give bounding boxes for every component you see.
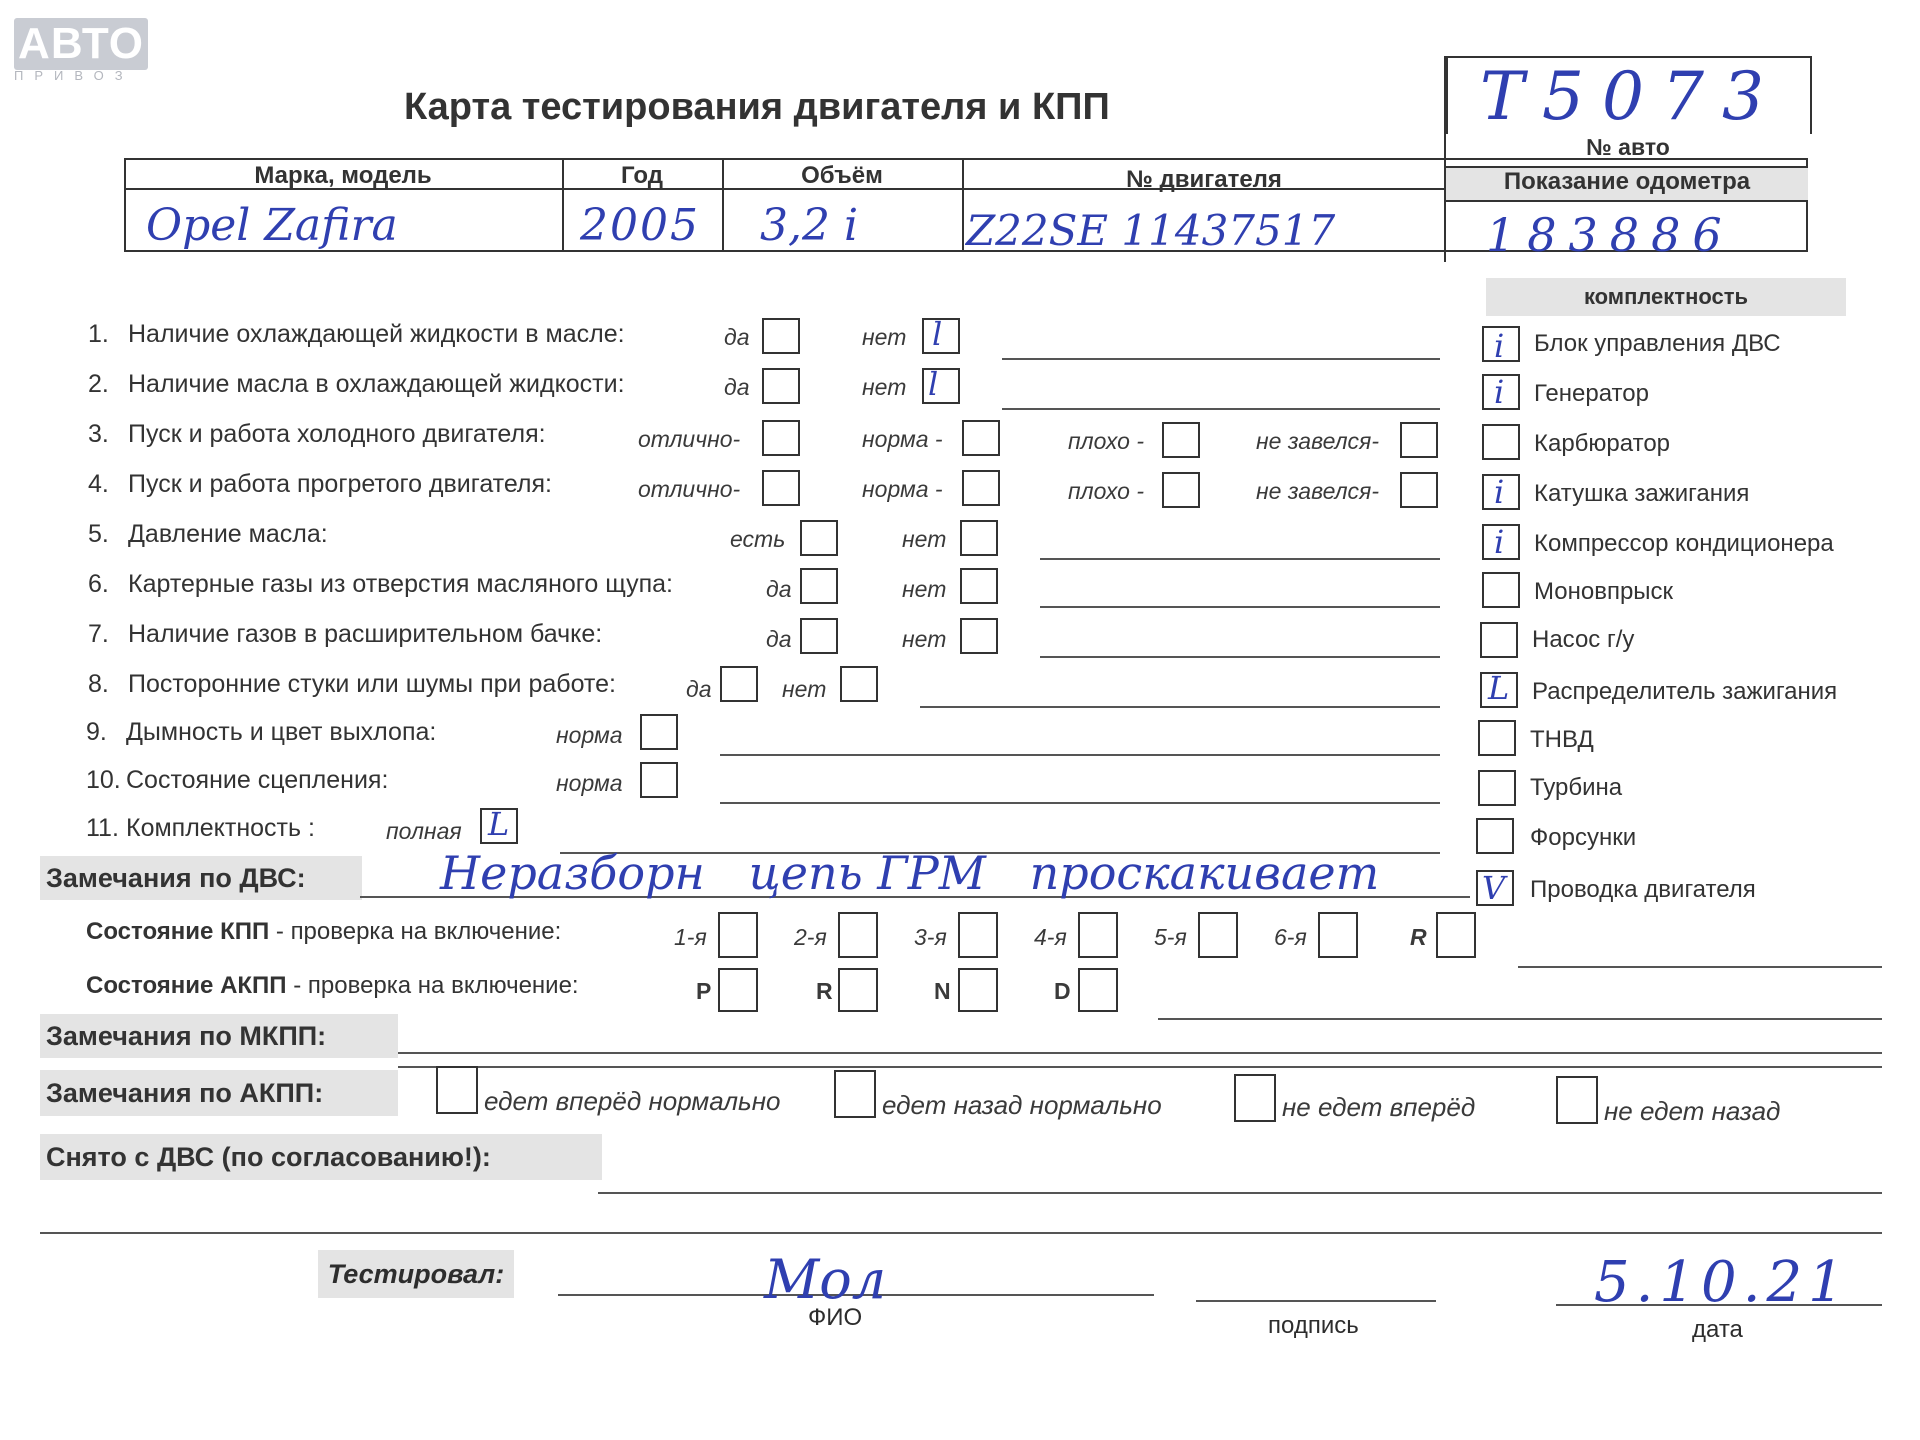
question-text: Дымность и цвет выхлопа: (126, 718, 437, 746)
question-text: Состояние сцепления: (126, 766, 389, 794)
completeness-item: Насос г/у (1532, 626, 1635, 653)
tested-label: Тестировал: (318, 1250, 514, 1298)
checkbox-present[interactable] (800, 520, 838, 556)
checkbox-normal[interactable] (962, 470, 1000, 506)
checkbox-no-forward[interactable] (1234, 1074, 1276, 1122)
engine-no-label: № двигателя (1126, 166, 1282, 193)
checkbox-normal[interactable] (962, 420, 1000, 456)
gear-n-checkbox[interactable] (958, 968, 998, 1012)
brand-value: Opel Zafira (146, 200, 398, 251)
checkbox-no[interactable] (960, 618, 998, 654)
checkbox-bad[interactable] (1162, 472, 1200, 508)
question-text: Комплектность : (126, 814, 315, 842)
checkbox-absent[interactable] (960, 520, 998, 556)
question-text: Давление масла: (128, 520, 328, 548)
question-text: Пуск и работа прогретого двигателя: (128, 470, 552, 498)
gear-r-auto-checkbox[interactable] (838, 968, 878, 1012)
checkbox-bad[interactable] (1162, 422, 1200, 458)
checkbox-yes[interactable] (720, 666, 758, 702)
gear-4-checkbox[interactable] (1078, 912, 1118, 958)
completeness-item: Компрессор кондиционера (1534, 530, 1834, 557)
completeness-item: Турбина (1530, 774, 1623, 801)
checkbox-normal[interactable] (640, 714, 678, 750)
odometer-label: Показание одометра (1503, 168, 1751, 195)
question-text: Наличие масла в охлаждающей жидкости: (128, 370, 625, 398)
logo-subtitle: ПРИВОЗ (14, 68, 134, 83)
completeness-item: Форсунки (1530, 824, 1637, 851)
volume-value: 3,2 i (760, 200, 859, 251)
checkbox-excellent[interactable] (762, 420, 800, 456)
volume-label: Объём (801, 162, 883, 189)
checkbox-excellent[interactable] (762, 470, 800, 506)
signature-label: подпись (1268, 1312, 1359, 1339)
checkmark: L (488, 805, 510, 843)
checkmark: l (932, 315, 943, 353)
checkbox-mono-injection[interactable] (1482, 572, 1520, 608)
checkbox-yes[interactable] (800, 618, 838, 654)
date-label: дата (1692, 1316, 1743, 1343)
tested-signature: Мол (764, 1248, 887, 1311)
checkbox-no-backward[interactable] (1556, 1076, 1598, 1124)
gear-6-checkbox[interactable] (1318, 912, 1358, 958)
remarks-dvs-label: Замечания по ДВС: (40, 856, 362, 900)
checkmark: l (928, 365, 939, 403)
logo: АВТО (14, 18, 148, 70)
gear-p-checkbox[interactable] (718, 968, 758, 1012)
completeness-item: Блок управления ДВС (1534, 330, 1781, 357)
odometer-value: 183886 (1486, 208, 1734, 262)
mkpp-check-label: Состояние КПП - проверка на включение: (86, 918, 562, 945)
completeness-item: Катушка зажигания (1534, 480, 1750, 507)
date-value: 5.10.21 (1594, 1250, 1850, 1315)
checkbox-forward-ok[interactable] (436, 1066, 478, 1114)
checkbox-no-start[interactable] (1400, 472, 1438, 508)
page-title: Карта тестирования двигателя и КПП (404, 86, 1110, 128)
completeness-item: Распределитель зажигания (1532, 678, 1838, 705)
checkbox-no-start[interactable] (1400, 422, 1438, 458)
question-text: Картерные газы из отверстия масляного щупа: (128, 570, 673, 598)
checkbox-carburetor[interactable] (1482, 424, 1520, 460)
checkbox-yes[interactable] (762, 368, 800, 404)
brand-label: Марка, модель (254, 162, 432, 189)
question-text: Наличие газов в расширительном бачке: (128, 620, 603, 648)
checkbox-injection-pump[interactable] (1478, 720, 1516, 756)
remarks-dvs-value: Неразборн цепь ГРМ проскакивает (440, 846, 1380, 900)
removed-label: Снято с ДВС (по согласованию!): (40, 1134, 602, 1180)
fio-label: ФИО (808, 1304, 863, 1331)
akpp-check-label: Состояние АКПП - проверка на включение: (86, 972, 579, 999)
gear-3-checkbox[interactable] (958, 912, 998, 958)
remarks-mkpp-label: Замечания по МКПП: (40, 1014, 398, 1058)
car-number-value: T5073 (1480, 58, 1782, 135)
checkbox-normal[interactable] (640, 762, 678, 798)
completeness-item: Моновпрыск (1534, 578, 1674, 605)
checkbox-no[interactable] (840, 666, 878, 702)
engine-no-value: Z22SE 11437517 (966, 206, 1336, 255)
checkbox-power-steering-pump[interactable] (1480, 622, 1518, 658)
completeness-title: комплектность (1486, 278, 1846, 316)
completeness-item: Генератор (1534, 380, 1649, 407)
gear-r-checkbox[interactable] (1436, 912, 1476, 958)
completeness-item: Проводка двигателя (1530, 876, 1756, 903)
checkbox-turbine[interactable] (1478, 770, 1516, 806)
question-text: Наличие охлаждающей жидкости в масле: (128, 320, 625, 348)
checkbox-injectors[interactable] (1476, 818, 1514, 854)
question-text: Пуск и работа холодного двигателя: (128, 420, 546, 448)
gear-5-checkbox[interactable] (1198, 912, 1238, 958)
gear-2-checkbox[interactable] (838, 912, 878, 958)
gear-1-checkbox[interactable] (718, 912, 758, 958)
year-value: 2005 (580, 200, 700, 251)
checkbox-backward-ok[interactable] (834, 1070, 876, 1118)
completeness-item: Карбюратор (1534, 430, 1671, 457)
completeness-item: ТНВД (1530, 726, 1594, 753)
year-label: Год (621, 162, 663, 189)
question-text: Посторонние стуки или шумы при работе: (128, 670, 616, 698)
gear-d-checkbox[interactable] (1078, 968, 1118, 1012)
checkbox-no[interactable] (960, 568, 998, 604)
remarks-akpp-label: Замечания по АКПП: (40, 1070, 398, 1116)
car-number-label: № авто (1586, 134, 1670, 160)
checkbox-yes[interactable] (762, 318, 800, 354)
checkbox-yes[interactable] (800, 568, 838, 604)
